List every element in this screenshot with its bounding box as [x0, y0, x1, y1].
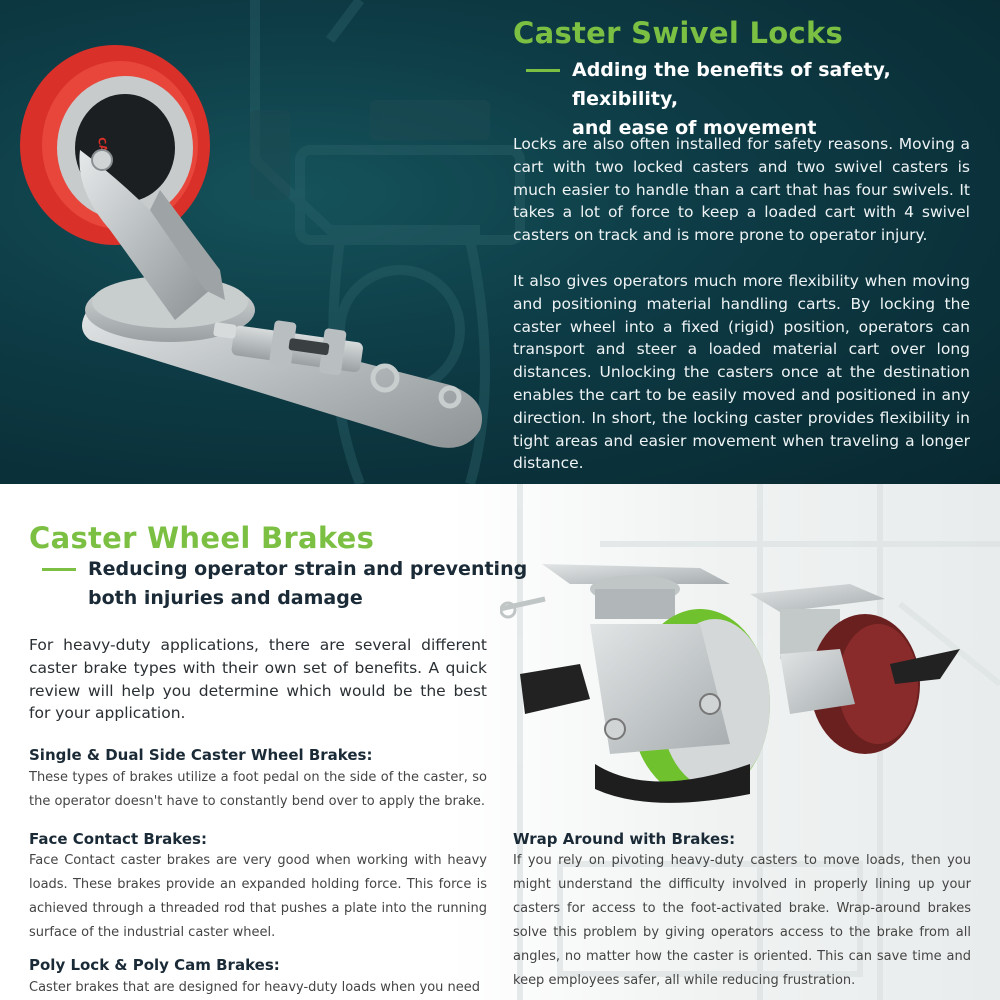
face-contact-brakes-heading: Face Contact Brakes:	[29, 830, 207, 848]
brakes-subtitle-line2: both injuries and damage	[88, 587, 363, 609]
wrap-around-brakes-text: If you rely on pivoting heavy-duty casters to move loads, then you might understand the difficulty involved in properly lining up your casters for access to the foot-activated brake. Wrap-around brakes solve this problem by giving operators access to the brake from all angles, no matter how the caster is oriented. This can save time and keep employees safer, all while reducing frustration.	[513, 853, 971, 988]
subtitle-dash	[526, 69, 560, 72]
locks-paragraph-1: Locks are also often installed for safety reasons. Moving a cart with two locked casters and two swivel casters is much easier to handle than a cart that has four swivels. It takes a lot of force to keep a loaded cart with 4 swivel casters on track and is more prone to operator injury.	[513, 135, 970, 245]
brakes-title: Caster Wheel Brakes	[29, 521, 375, 555]
caster-swivel-locks-section	[0, 0, 1000, 484]
poly-lock-brakes-heading: Poly Lock & Poly Cam Brakes:	[29, 956, 280, 974]
locks-subtitle-line2: and ease of movement	[572, 117, 817, 139]
face-contact-brakes-text: Face Contact caster brakes are very good when working with heavy loads. These brakes provide an expanded holding force. This force is achieved through a threaded rod that pushes a plate into the running surface of the industrial caster wheel.	[29, 853, 487, 940]
brakes-subtitle-line1: Reducing operator strain and preventing	[88, 558, 528, 580]
wrap-around-brakes-heading: Wrap Around with Brakes:	[513, 830, 736, 848]
single-dual-brakes-text: These types of brakes utilize a foot pedal on the side of the caster, so the operator doesn't have to constantly bend over to apply the brake.	[29, 770, 487, 809]
locks-title: Caster Swivel Locks	[513, 16, 844, 50]
subtitle-dash	[42, 568, 76, 571]
single-dual-brakes-heading: Single & Dual Side Caster Wheel Brakes:	[29, 746, 373, 764]
locks-paragraph-2: It also gives operators much more flexibility when moving and positioning material handling carts. By locking the caster wheel into a fixed (rigid) position, operators can transport and steer a loaded material cart over long distances. Unlocking the casters once at the destination enables the cart to be easily moved and positioned in any direction. In short, the locking caster provides flexibility in tight areas and easier movement when traveling a longer distance.	[513, 272, 970, 473]
swivel-lock-caster-image	[10, 40, 490, 470]
brakes-intro: For heavy-duty applications, there are several different caster brake types with their own set of benefits. A quick review will help you determine which would be the best for your application.	[29, 636, 487, 723]
brakes-subtitle	[42, 555, 527, 613]
brake-casters-image	[500, 554, 990, 804]
poly-lock-brakes-text: Caster brakes that are designed for heavy-duty loads when you need	[29, 980, 481, 995]
locks-subtitle	[526, 56, 1000, 143]
locks-subtitle-line1: Adding the benefits of safety, flexibility,	[572, 59, 891, 110]
caster-wheel-brakes-section	[0, 484, 1000, 1000]
